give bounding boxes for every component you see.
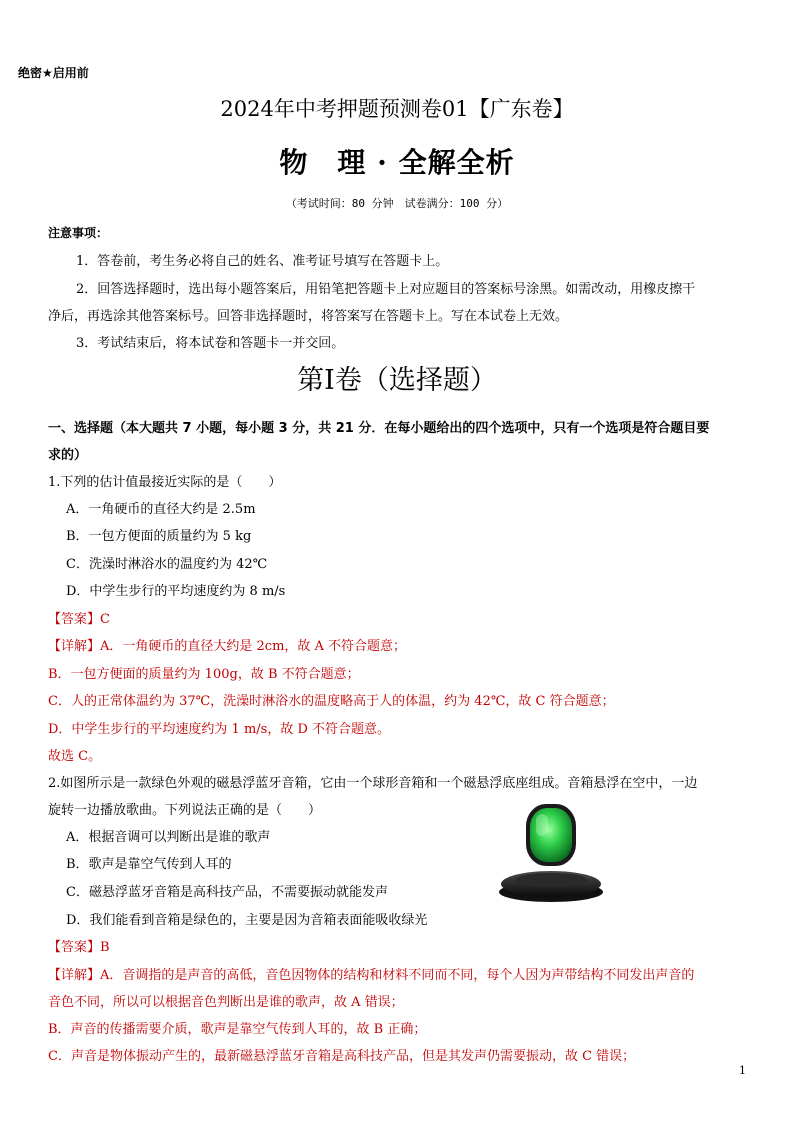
question-2-option-b: B．歌声是靠空气传到人耳的 bbox=[66, 857, 232, 872]
subject-title: 物 理 · 全解全析 bbox=[279, 146, 515, 179]
section-title: 第Ⅰ卷（选择题） bbox=[297, 365, 497, 396]
question-2-explanation: B．声音的传播需要介质，歌声是靠空气传到人耳的，故 B 正确； bbox=[48, 1022, 427, 1037]
notice-item: 净后，再选涂其他答案标号。回答非选择题时，将答案写在答题卡上。写在本试卷上无效。 bbox=[48, 309, 569, 324]
exam-title: 2024年中考押题预测卷01【广东卷】 bbox=[220, 97, 574, 121]
question-1-option-c: C．洗澡时淋浴水的温度约为 42℃ bbox=[66, 557, 268, 572]
question-1-option-d: D．中学生步行的平均速度约为 8 m/s bbox=[66, 584, 286, 599]
question-1-explanation: 故选 C。 bbox=[48, 749, 102, 764]
question-1-explanation: 【详解】A．一角硬币的直径大约是 2cm，故 A 不符合题意； bbox=[48, 639, 407, 654]
part-heading: 求的） bbox=[48, 448, 88, 463]
question-2-stem: 2.如图所示是一款绿色外观的磁悬浮蓝牙音箱，它由一个球形音箱和一个磁悬浮底座组成。音箱悬浮在空中，一边 bbox=[48, 776, 698, 791]
notice-item: 2．回答选择题时，选出每小题答案后，用铅笔把答题卡上对应题目的答案标号涂黑。如需改动，用橡皮擦干 bbox=[76, 282, 696, 297]
question-1-option-a: A．一角硬币的直径大约是 2.5m bbox=[66, 502, 256, 517]
question-2-option-d: D．我们能看到音箱是绿色的，主要是因为音箱表面能吸收绿光 bbox=[66, 913, 428, 928]
question-1-explanation: C．人的正常体温约为 37℃，洗澡时淋浴水的温度略高于人的体温，约为 42℃，故 C 符合题意； bbox=[48, 694, 615, 709]
notice-heading: 注意事项： bbox=[48, 226, 109, 240]
confidential-label: 绝密★启用前 bbox=[18, 66, 89, 80]
question-2-explanation: 音色不同，所以可以根据音色判断出是谁的歌声，故 A 错误； bbox=[48, 995, 404, 1010]
page-number: 1 bbox=[739, 1064, 746, 1077]
question-1-explanation: D．中学生步行的平均速度约为 1 m/s，故 D 不符合题意。 bbox=[48, 722, 391, 737]
notice-item: 1．答卷前，考生务必将自己的姓名、准考证号填写在答题卡上。 bbox=[76, 254, 449, 269]
maglev-speaker-image bbox=[496, 796, 606, 906]
question-1-stem: 1.下列的估计值最接近实际的是（ ） bbox=[48, 475, 282, 490]
question-1-answer: 【答案】C bbox=[48, 612, 110, 627]
question-2-stem: 旋转一边播放歌曲。下列说法正确的是（ ） bbox=[48, 803, 322, 818]
notice-item: 3．考试结束后，将本试卷和答题卡一并交回。 bbox=[76, 336, 345, 351]
question-2-option-a: A．根据音调可以判断出是谁的歌声 bbox=[66, 830, 271, 845]
question-1-option-b: B．一包方便面的质量约为 5 kg bbox=[66, 529, 252, 544]
question-2-explanation: C．声音是物体振动产生的，最新磁悬浮蓝牙音箱是高科技产品，但是其发声仍需要振动，故 C 错误； bbox=[48, 1049, 636, 1064]
part-heading: 一、选择题（本大题共 7 小题，每小题 3 分，共 21 分．在每小题给出的四个选项中，只有一个选项是符合题目要 bbox=[48, 421, 710, 436]
question-2-option-c: C．磁悬浮蓝牙音箱是高科技产品，不需要振动就能发声 bbox=[66, 885, 388, 900]
question-2-explanation: 【详解】A．音调指的是声音的高低，音色因物体的结构和材料不同而不同，每个人因为声带结构不同发出声音的 bbox=[48, 968, 695, 983]
exam-time-info: （考试时间：80 分钟 试卷满分：100 分） bbox=[285, 197, 509, 210]
question-1-explanation: B．一包方便面的质量约为 100g，故 B 不符合题意； bbox=[48, 667, 360, 682]
question-2-answer: 【答案】B bbox=[48, 940, 110, 955]
